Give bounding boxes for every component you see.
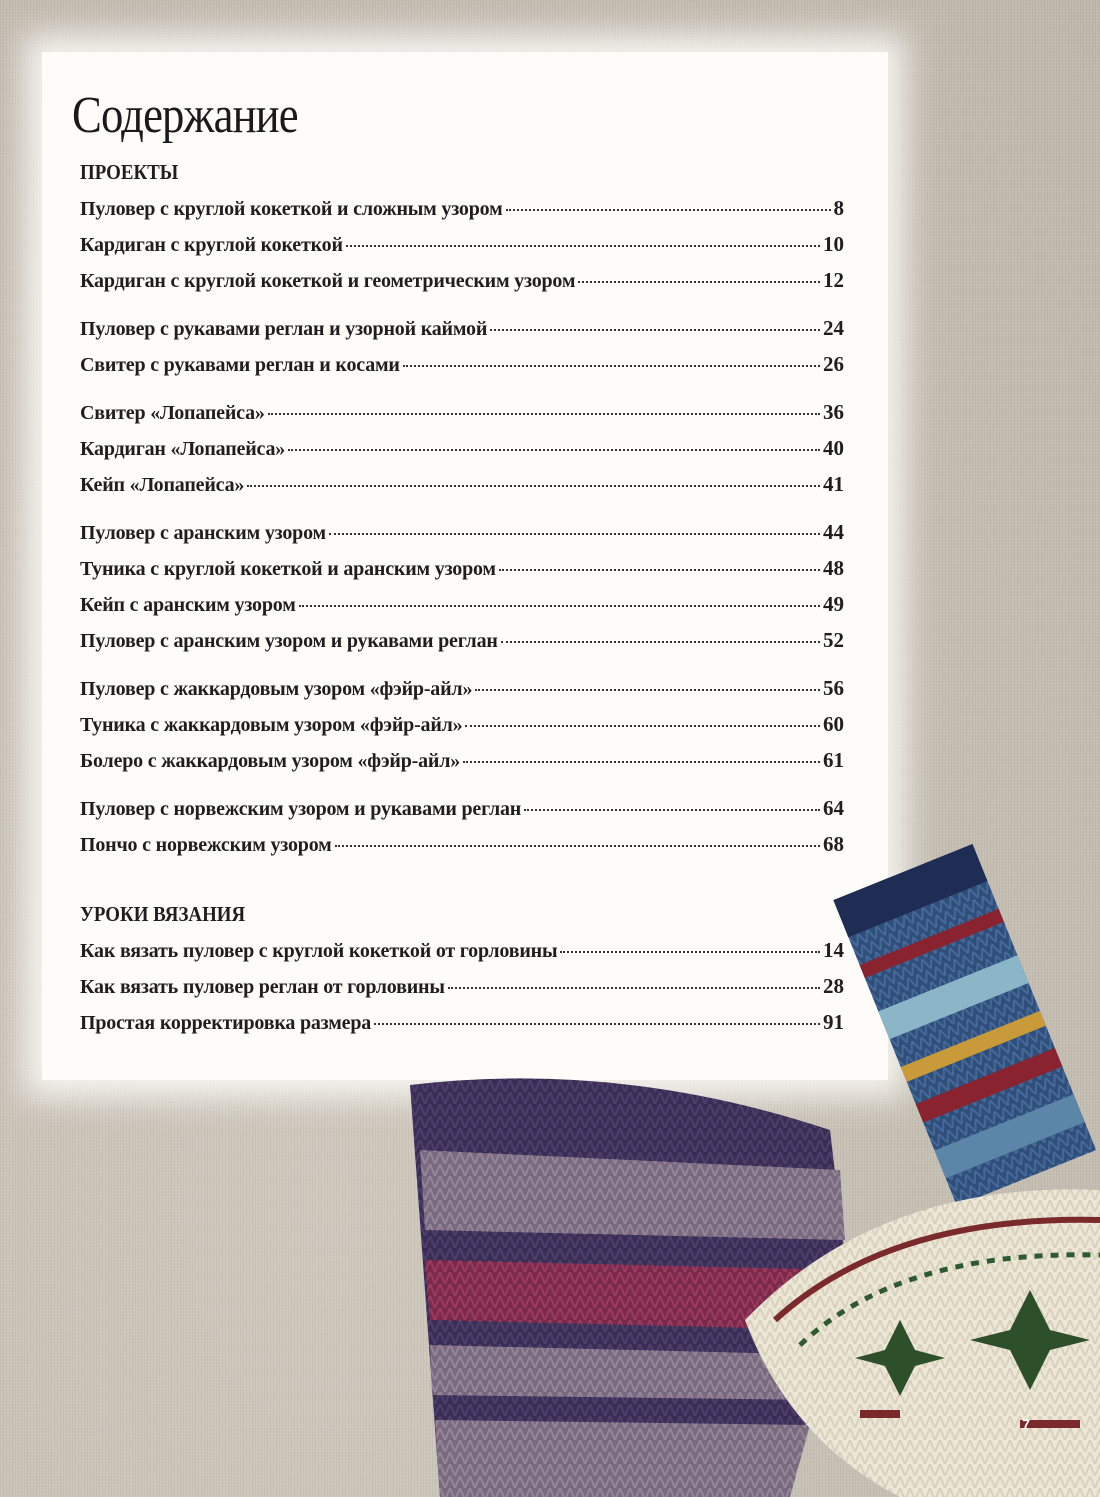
toc-item-page: 60 (823, 712, 844, 736)
toc-item-page: 40 (823, 436, 844, 460)
toc-item-title: Пуловер с норвежским узором и рукавами реглан (80, 798, 522, 820)
leader-dots (247, 485, 820, 487)
toc-item[interactable] (80, 712, 844, 740)
toc-item[interactable] (80, 436, 844, 464)
toc-item-page: 12 (823, 268, 844, 292)
toc-item-title: Пуловер с аранским узором и рукавами реглан (80, 630, 498, 652)
toc-item-title: Свитер с рукавами реглан и косами (80, 354, 400, 376)
leader-dots (448, 987, 820, 989)
toc-item-title: Кардиган «Лопапейса» (80, 438, 286, 460)
leader-dots (374, 1023, 820, 1025)
leader-dots (499, 569, 820, 571)
leader-dots (299, 605, 820, 607)
leader-dots (288, 449, 820, 451)
toc-item-page: 68 (823, 832, 844, 856)
toc-item[interactable] (80, 748, 844, 776)
leader-dots (506, 209, 831, 211)
toc-item-title: Как вязать пуловер с круглой кокеткой от горловины (80, 940, 558, 962)
toc-item[interactable] (80, 400, 844, 428)
toc-item[interactable] (80, 938, 844, 966)
toc-item-title: Туника с круглой кокеткой и аранским узором (80, 558, 496, 580)
leader-dots (346, 245, 820, 247)
toc-item-title: Болеро с жаккардовым узором «фэйр-айл» (80, 750, 461, 772)
toc-item[interactable] (80, 232, 844, 260)
toc-item-page: 10 (823, 232, 844, 256)
toc-item-page: 28 (823, 974, 844, 998)
toc-item[interactable] (80, 676, 844, 704)
toc-item-page: 91 (823, 1010, 844, 1034)
toc-item-page: 8 (833, 196, 844, 220)
toc-item[interactable] (80, 472, 844, 500)
toc-item-page: 52 (823, 628, 844, 652)
toc-item-page: 41 (823, 472, 844, 496)
toc-item[interactable] (80, 520, 844, 548)
toc-item-title: Пуловер с аранским узором (80, 522, 326, 544)
toc-item-title: Простая корректировка размера (80, 1012, 372, 1034)
toc-item-page: 56 (823, 676, 844, 700)
toc-item[interactable] (80, 316, 844, 344)
toc-item[interactable] (80, 592, 844, 620)
toc-item-page: 14 (823, 938, 844, 962)
leader-dots (465, 725, 820, 727)
toc-item[interactable] (80, 268, 844, 296)
section-heading-lessons: УРОКИ ВЯЗАНИЯ (80, 902, 246, 926)
toc-item-title: Свитер «Лопапейса» (80, 402, 265, 424)
toc-item-page: 48 (823, 556, 844, 580)
toc-item-page: 36 (823, 400, 844, 424)
toc-item-title: Кейп «Лопапейса» (80, 474, 245, 496)
page-number: 7 (1022, 1416, 1030, 1432)
toc-item-title: Пуловер с жаккардовым узором «фэйр-айл» (80, 678, 473, 700)
toc-item-title: Как вязать пуловер реглан от горловины (80, 976, 445, 998)
toc-item-page: 64 (823, 796, 844, 820)
toc-item-title: Кардиган с круглой кокеткой (80, 234, 343, 256)
toc-item[interactable] (80, 1010, 844, 1038)
leader-dots (268, 413, 820, 415)
leader-dots (335, 845, 820, 847)
toc-item[interactable] (80, 196, 844, 224)
toc-item-page: 61 (823, 748, 844, 772)
toc-item-title: Пончо с норвежским узором (80, 834, 332, 856)
page-title: Содержание (72, 87, 298, 144)
toc-item-title: Пуловер с круглой кокеткой и сложным узором (80, 198, 503, 220)
toc-item-page: 49 (823, 592, 844, 616)
leader-dots (329, 533, 820, 535)
toc-item[interactable] (80, 628, 844, 656)
toc-item-title: Туника с жаккардовым узором «фэйр-айл» (80, 714, 463, 736)
toc-item[interactable] (80, 352, 844, 380)
leader-dots (578, 281, 820, 283)
toc-item-title: Кейп с аранским узором (80, 594, 296, 616)
toc-item[interactable] (80, 556, 844, 584)
leader-dots (501, 641, 820, 643)
toc-item-page: 26 (823, 352, 844, 376)
leader-dots (403, 365, 820, 367)
toc-item-page: 44 (823, 520, 844, 544)
leader-dots (524, 809, 820, 811)
toc-item-page: 24 (823, 316, 844, 340)
toc-item[interactable] (80, 796, 844, 824)
toc-item-title: Пуловер с рукавами реглан и узорной каймой (80, 318, 488, 340)
toc-item-title: Кардиган с круглой кокеткой и геометрическим узором (80, 270, 576, 292)
section-heading-projects: ПРОЕКТЫ (80, 160, 179, 184)
leader-dots (490, 329, 820, 331)
blue-swatch (833, 844, 1096, 1206)
leader-dots (463, 761, 820, 763)
toc-item[interactable] (80, 974, 844, 1002)
leader-dots (560, 951, 820, 953)
leader-dots (475, 689, 820, 691)
toc-item[interactable] (80, 832, 844, 860)
